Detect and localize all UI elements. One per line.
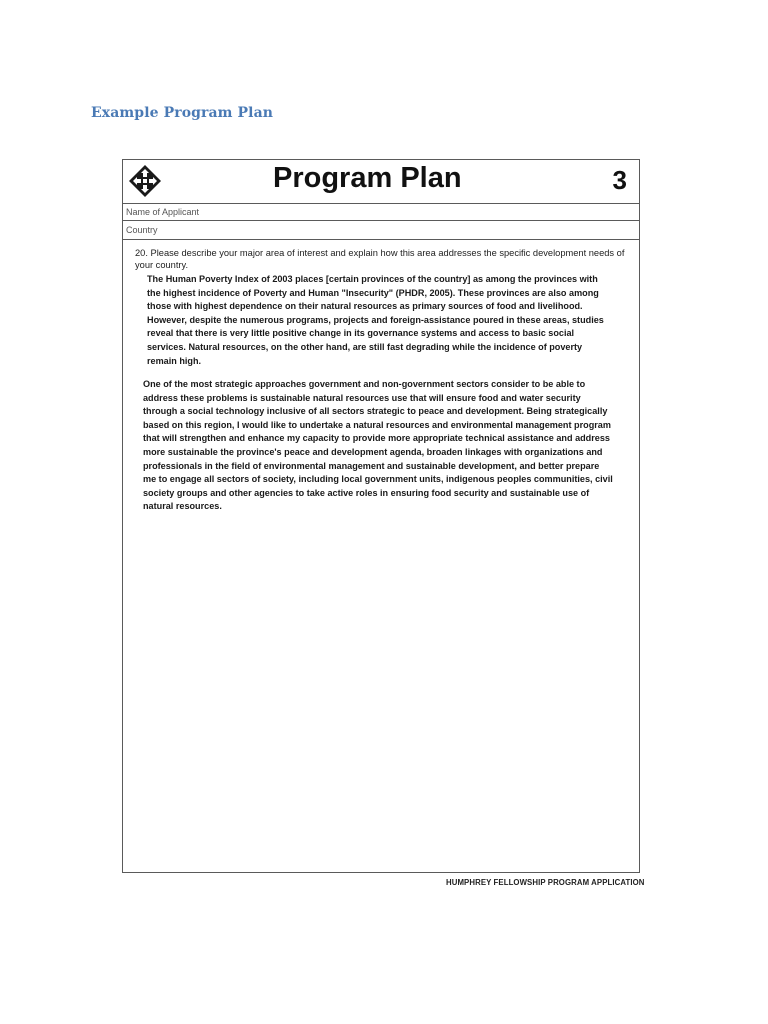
question-text: 20. Please describe your major area of interest and explain how this area addresses the specific development needs of your country.	[135, 248, 625, 270]
country-field[interactable]	[123, 221, 639, 240]
program-plan-form	[122, 159, 640, 873]
document-heading: Example Program Plan	[91, 105, 274, 121]
page-number: 3	[612, 165, 627, 195]
answer-paragraph: One of the most strategic approaches government and non-government sectors consider to be able to address these problems is sustainable natural resources use that will ensure food and water security through a social technology inclusive of all sectors strategic to peace and development. Being strategically based on this region, I would like to undertake a natural resources and environmental management program that will strengthen and enhance my capacity to provide more appropriate technical assistance and address more sustainable the province's peace and development agenda, broaden linkages with organizations and professionals in the field of environmental management and sustainable development, and better prepare me to engage all sectors of society, including local government units, indigenous peoples communities, civil society groups and other agencies to take active roles in ensuring food security and sustainable use of natural resources.	[143, 379, 613, 512]
form-header	[123, 160, 639, 204]
form-footer: HUMPHREY FELLOWSHIP PROGRAM APPLICATION	[446, 878, 645, 887]
applicant-name-label: Name of Applicant	[126, 207, 200, 217]
diamond-arrows-logo-icon	[128, 164, 162, 198]
form-title: Program Plan	[273, 162, 462, 194]
country-label: Country	[126, 225, 158, 235]
answer-paragraph: The Human Poverty Index of 2003 places [certain provinces of the country] as among the provinces with the highest incidence of Poverty and Human "Insecurity" (PHDR, 2005). These provinces are also among those with highest dependence on their natural resources as primary sources of food and livelihood. However, despite the numerous programs, projects and foreign-assistance poured in these areas, studies reveal that there is very little positive change in its governance systems and access to basic social services. Natural resources, on the other hand, are still fast degrading while the incidence of poverty remain high.	[147, 274, 604, 366]
applicant-name-field[interactable]	[123, 203, 639, 221]
